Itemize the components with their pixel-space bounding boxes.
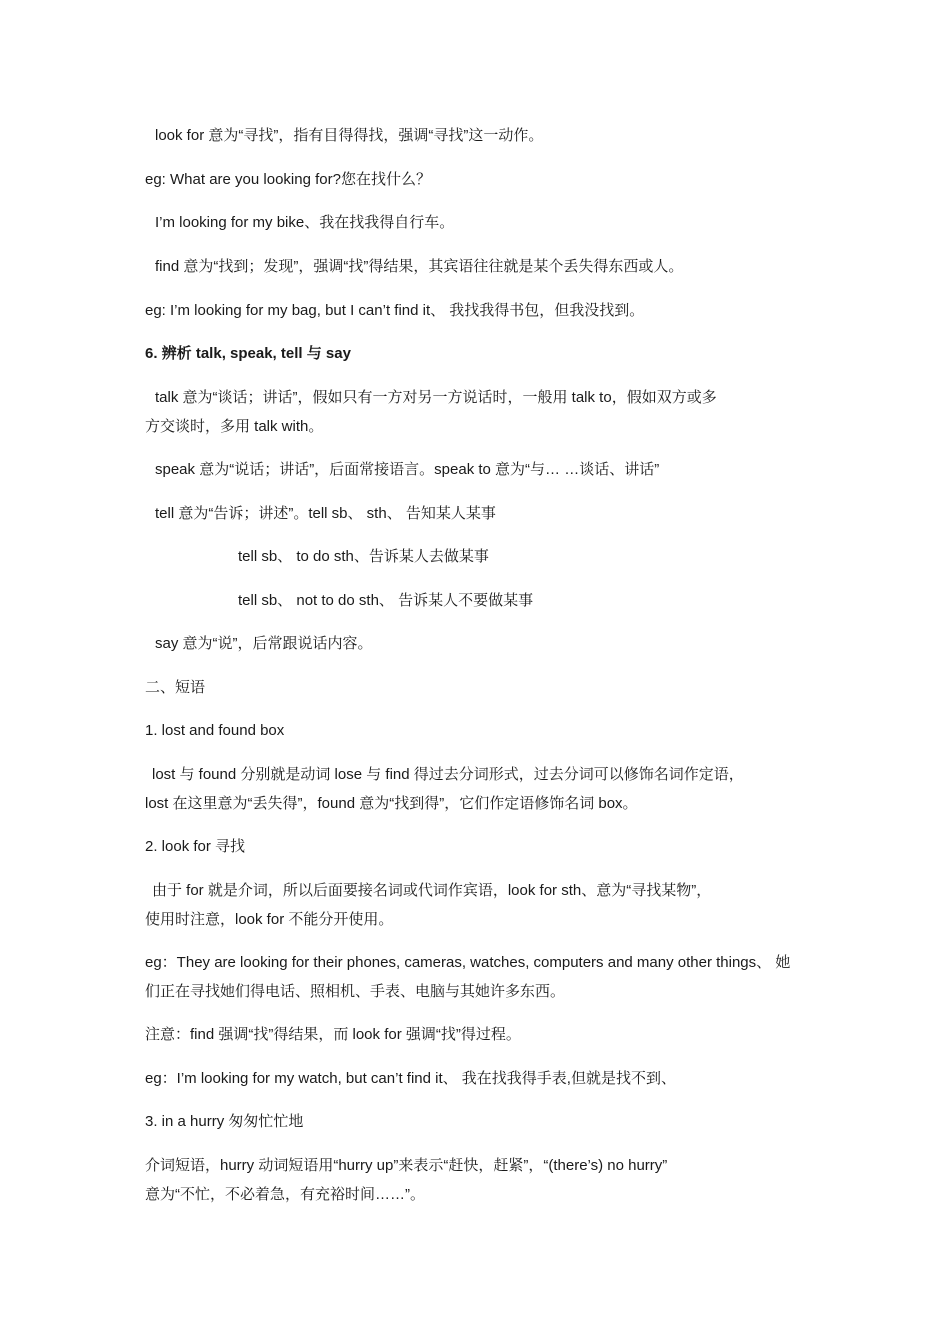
text-line: say 意为“说”，后常跟说话内容。 <box>155 635 373 652</box>
text-line: speak 意为“说话；讲话”，后面常接语言。speak to 意为“与… …谈话、讲话” <box>155 461 660 478</box>
text-line: tell sb、 not to do sth、 告诉某人不要做某事 <box>238 592 534 609</box>
text-line: tell sb、 to do sth、告诉某人去做某事 <box>238 548 489 565</box>
text-line: find 意为“找到；发现”，强调“找”得结果，其宾语往往就是某个丢失得东西或人。 <box>155 258 684 275</box>
text-line: talk 意为“谈话；讲话”，假如只有一方对另一方说话时，一般用 talk to，假如双方或多 <box>155 389 717 406</box>
text-line: lost 在这里意为“丢失得”，found 意为“找到得”，它们作定语修饰名词 box。 <box>145 795 638 812</box>
phrase-heading: 1. lost and found box <box>145 722 285 739</box>
phrase-heading: 2. look for 寻找 <box>145 838 246 855</box>
text-line: 方交谈时，多用 talk with。 <box>145 418 324 435</box>
phrase-heading: 3. in a hurry 匆匆忙忙地 <box>145 1113 304 1130</box>
section-heading: 二、短语 <box>145 679 206 696</box>
section-heading: 6. 辨析 talk, speak, tell 与 say <box>145 345 351 362</box>
text-line: tell 意为“告诉；讲述”。tell sb、 sth、 告知某人某事 <box>155 505 496 522</box>
text-line: 们正在寻找她们得电话、照相机、手表、电脑与其她许多东西。 <box>145 983 566 1000</box>
text-line: 注意：find 强调“找”得结果，而 look for 强调“找”得过程。 <box>145 1026 521 1043</box>
text-line: eg: What are you looking for?您在找什么？ <box>145 171 431 188</box>
text-line: 意为“不忙，不必着急，有充裕时间……”。 <box>145 1186 425 1203</box>
text-line: 使用时注意，look for 不能分开使用。 <box>145 911 394 928</box>
text-line: eg: I’m looking for my bag, but I can’t find it、 我找我得书包，但我没找到。 <box>145 302 645 319</box>
text-line: 介词短语，hurry 动词短语用“hurry up”来表示“赶快，赶紧”，“(there’s) no hurry” <box>145 1157 668 1174</box>
text-line: lost 与 found 分别就是动词 lose 与 find 得过去分词形式，过去分词可以修饰名词作定语， <box>152 766 744 783</box>
text-line: eg：I’m looking for my watch, but can’t find it、 我在找我得手表,但就是找不到、 <box>145 1070 676 1087</box>
text-line: 由于 for 就是介词，所以后面要接名词或代词作宾语，look for sth、意为“寻找某物”， <box>152 882 712 899</box>
text-line: look for 意为“寻找”，指有目得得找，强调“寻找”这一动作。 <box>155 127 544 144</box>
text-line: eg：They are looking for their phones, cameras, watches, computers and many other things、 她 <box>145 954 791 971</box>
text-line: I’m looking for my bike、我在找我得自行车。 <box>155 214 455 231</box>
